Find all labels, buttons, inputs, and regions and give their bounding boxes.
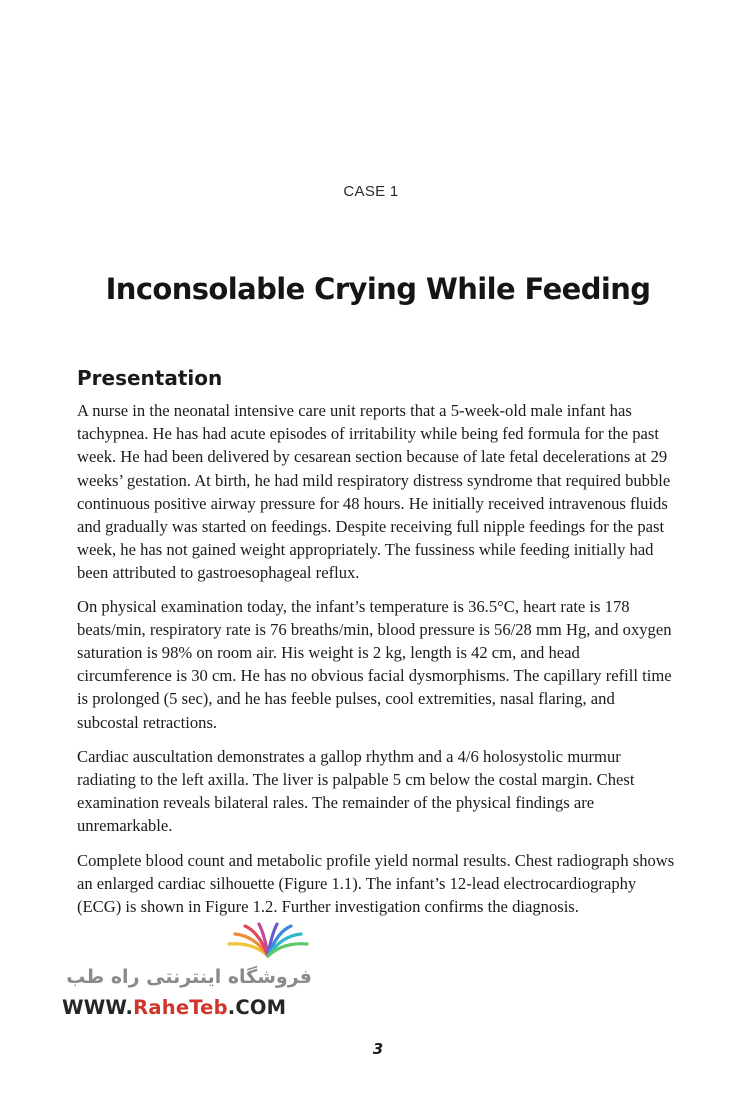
watermark-url-brand: RaheTeb [133, 996, 228, 1019]
open-book-rainbow-icon [223, 922, 313, 960]
case-label: CASE 1 [343, 183, 399, 200]
page-number: 3 [372, 1040, 384, 1058]
paragraph-labs-imaging: Complete blood count and metabolic profile yield normal results. Chest radiograph shows an enlarged cardiac silhouette (Figure 1.1). The infant’s 12-lead electrocardiography (ECG) is shown in Figure 1.2. Further investigation confirms the diagnosis. [77, 850, 675, 917]
paragraph-history: A nurse in the neonatal intensive care unit reports that a 5-week-old male infant has tachypnea. He has had acute episodes of irritability while being fed formula for the past week. He had been delivered by cesarean section because of late fetal decelerations at 29 weeks’ gestation. At birth, he had mild respiratory distress syndrome that required bubble continuous positive airway pressure for 48 hours. He initially received intravenous fluids and gradually was started on feedings. Despite receiving full nipple feedings for the past week, he has not gained weight appropriately. The fussiness while feeding initially had been attributed to gastroesophageal reflux. [77, 401, 671, 583]
watermark-url-prefix: WWW. [62, 996, 134, 1019]
watermark [58, 920, 320, 1030]
paragraph-physical-exam: On physical examination today, the infant’s temperature is 36.5°C, heart rate is 178 beats/min, respiratory rate is 76 breaths/min, blood pressure is 56/28 mm Hg, and oxygen saturation is 98% on room air. His weight is 2 kg, length is 42 cm, and head circumference is 30 cm. He has no obvious facial dysmorphisms. The capillary refill time is prolonged (5 sec), and he has feeble pulses, cool extremities, nasal flaring, and subcostal retractions. [77, 596, 672, 732]
watermark-url-suffix: .COM [227, 996, 287, 1019]
case-title: Inconsolable Crying While Feeding [105, 272, 651, 306]
watermark-persian-text: فروشگاه اینترنتی راه طب [66, 966, 312, 988]
presentation-body [77, 399, 677, 929]
section-heading-presentation: Presentation [77, 366, 223, 390]
watermark-url [62, 996, 286, 1019]
paragraph-cardiac-auscultation: Cardiac auscultation demonstrates a gallop rhythm and a 4/6 holosystolic murmur radiating to the left axilla. The liver is palpable 5 cm below the costal margin. Chest examination reveals bilateral rales. The remainder of the physical findings are unremarkable. [77, 746, 635, 836]
